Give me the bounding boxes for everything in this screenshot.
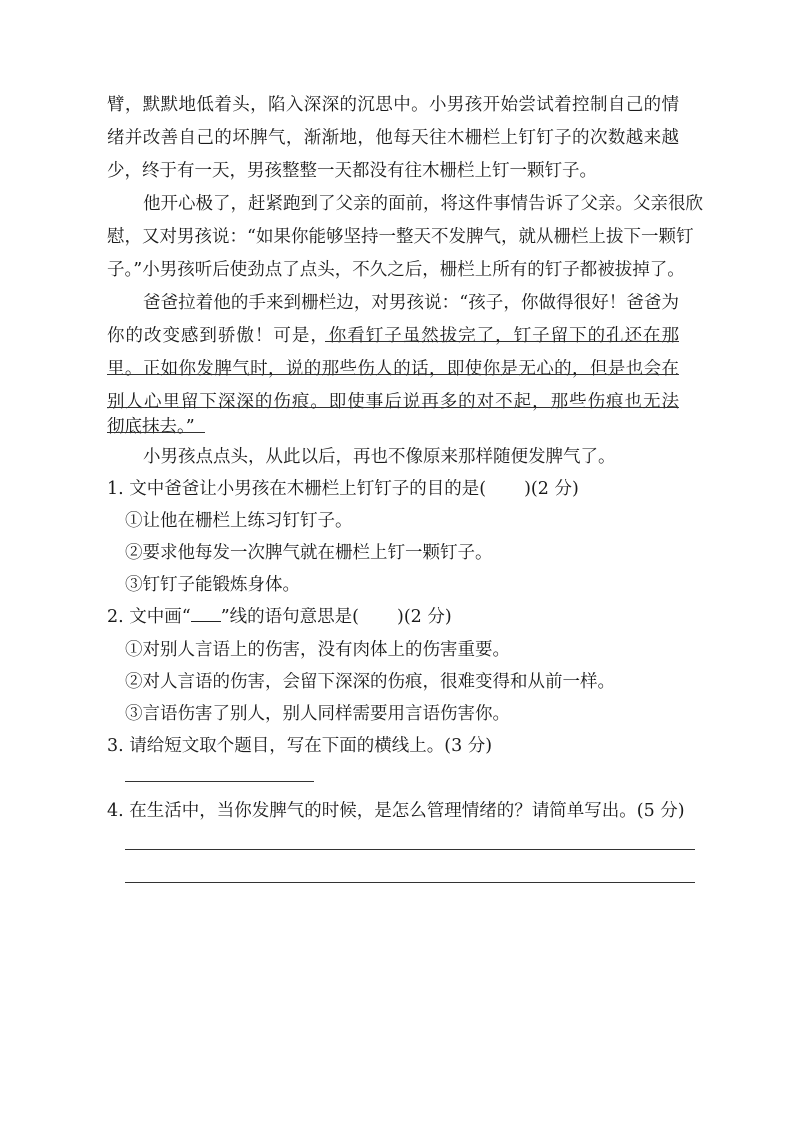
- answer-line[interactable]: [125, 849, 695, 850]
- question-1-score: )(2 分): [524, 479, 579, 499]
- underline-mark: [107, 374, 679, 375]
- question-2-option: ①对别人言语上的伤害，没有肉体上的伤害重要。: [125, 640, 510, 660]
- passage-line-underlined: 别人心里留下深深的伤痕。即使事后说再多的对不起，那些伤痕也无法: [107, 392, 679, 412]
- passage-line: 臂，默默地低着头，陷入深深的沉思中。小男孩开始尝试着控制自己的情: [107, 95, 679, 115]
- passage-line: 绪并改善自己的坏脾气，渐渐地，他每天往木栅栏上钉钉子的次数越来越: [107, 128, 679, 148]
- answer-line[interactable]: [125, 781, 314, 782]
- underline-mark: [107, 407, 679, 408]
- question-2-option: ②对人言语的伤害，会留下深深的伤痕，很难变得和从前一样。: [125, 672, 615, 692]
- passage-line-underlined: 里。正如你发脾气时，说的那些伤人的话，即使你是无心的，但是也会在: [107, 359, 679, 379]
- question-4-stem: 4. 在生活中，当你发脾气的时候，是怎么管理情绪的？请简单写出。(5 分): [107, 801, 685, 821]
- question-2-option: ③言语伤害了别人，别人同样需要用言语伤害你。: [125, 704, 510, 724]
- passage-line: 子。”小男孩听后使劲点了点头，不久之后，栅栏上所有的钉子都被拔掉了。: [107, 260, 685, 280]
- underline-sample: [191, 607, 221, 622]
- passage-line: 慰，又对男孩说：“如果你能够坚持一整天不发脾气，就从栅栏上拔下一颗钉: [107, 227, 694, 247]
- passage-line: 爸爸拉着他的手来到栅栏边，对男孩说：“孩子，你做得很好！爸爸为: [143, 293, 679, 313]
- question-2-score: )(2 分): [397, 607, 452, 627]
- passage-line: 少，终于有一天，男孩整整一天都没有往木栅栏上钉一颗钉子。: [107, 161, 597, 181]
- question-1-option: ③钉钉子能锻炼身体。: [125, 575, 300, 595]
- question-1-option: ②要求他每发一次脾气就在栅栏上钉一颗钉子。: [125, 543, 493, 563]
- question-2-stem-text-2: ”线的语句意思是(: [220, 607, 359, 627]
- passage-line-underlined: 你的改变感到骄傲！可是，你看钉子虽然拔完了，钉子留下的孔还在那: [107, 326, 679, 346]
- underline-mark: [325, 341, 679, 342]
- question-2-stem-text: 2. 文中画“: [107, 607, 191, 627]
- question-3-stem: 3. 请给短文取个题目，写在下面的横线上。(3 分): [107, 736, 493, 756]
- question-2-stem: [107, 606, 452, 628]
- question-1-stem: [107, 478, 579, 500]
- passage-line: 小男孩点点头，从此以后，再也不像原来那样随便发脾气了。: [143, 447, 616, 467]
- underline-mark: [107, 432, 205, 433]
- passage-line-underlined: 彻底抹去。”: [107, 417, 195, 437]
- passage-line: 他开心极了，赶紧跑到了父亲的面前，将这件事情告诉了父亲。父亲很欣: [143, 194, 703, 214]
- question-1-option: ①让他在栅栏上练习钉钉子。: [125, 511, 353, 531]
- answer-line[interactable]: [125, 882, 695, 883]
- question-1-stem-text: 1. 文中爸爸让小男孩在木栅栏上钉钉子的目的是(: [107, 479, 487, 499]
